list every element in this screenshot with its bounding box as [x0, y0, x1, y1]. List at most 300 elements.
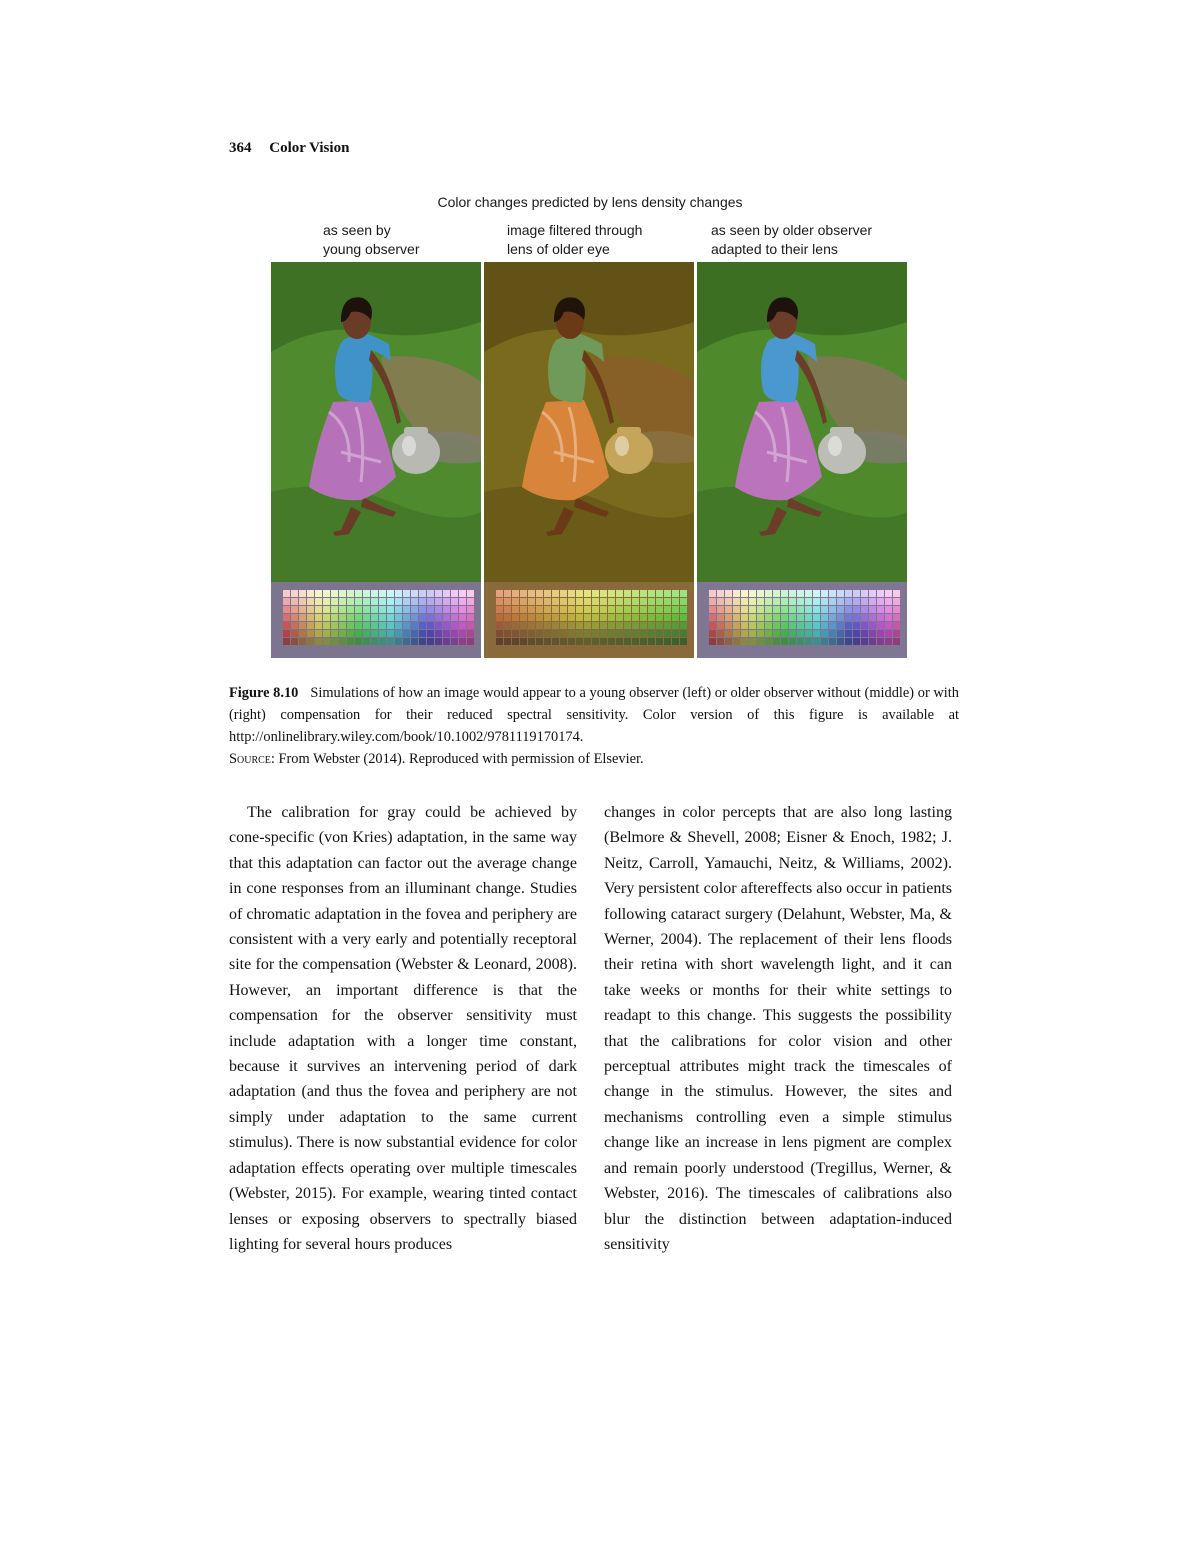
body-paragraph-continued: changes in color percepts that are also long lasting (Belmore & Shevell, 2008; Eisner & Enoch, 1982; J. Neitz, Carroll, Yamauchi, Neitz, & Williams, 2002). Very persistent color aftereffects also occur in patients following cataract surgery (Delahunt, Webster, Ma, & Werner, 2004). The replacement of their lens floods their retina with short wavelength light, and it can take weeks or months for their white settings to readapt to this change. This suggests the possibility that the calibrations for color vision and other perceptual attributes might track the timescales of change in the stimulus. However, the sites and mechanisms controlling even a simple stimulus change like an increase in lens pigment are complex and remain poorly understood (Tregillus, Werner, & Webster, 2016). The timescales of calibrations also blur the distinction between adaptation-induced sensitivity	[604, 804, 952, 1253]
color-chart-swatch	[307, 622, 314, 629]
color-chart-swatch	[299, 606, 306, 613]
color-chart-swatch	[528, 622, 535, 629]
color-chart-swatch	[467, 606, 474, 613]
color-chart-swatch	[797, 630, 804, 637]
color-chart-swatch	[315, 606, 322, 613]
color-chart-swatch	[789, 598, 796, 605]
color-chart-swatch	[299, 590, 306, 597]
color-chart-swatch	[885, 606, 892, 613]
color-chart-swatch	[829, 638, 836, 645]
color-chart-swatch	[331, 598, 338, 605]
color-chart-swatch	[355, 614, 362, 621]
color-chart-swatch	[443, 630, 450, 637]
color-chart-swatch	[821, 622, 828, 629]
color-chart-swatch	[797, 590, 804, 597]
color-chart-swatch	[283, 638, 290, 645]
color-chart-swatch	[512, 606, 519, 613]
color-chart-swatch	[765, 622, 772, 629]
color-chart-swatch	[355, 630, 362, 637]
color-chart-swatch	[363, 606, 370, 613]
color-chart-swatch	[845, 614, 852, 621]
color-chart-swatch	[435, 598, 442, 605]
color-chart-swatch	[560, 598, 567, 605]
color-chart-swatch	[512, 614, 519, 621]
color-chart-swatch	[451, 622, 458, 629]
color-chart-swatch	[584, 638, 591, 645]
color-chart-swatch	[877, 606, 884, 613]
color-chart-swatch	[885, 630, 892, 637]
color-chart-swatch	[512, 638, 519, 645]
color-chart-swatch	[717, 630, 724, 637]
color-chart-swatch	[528, 598, 535, 605]
color-chart-swatch	[496, 598, 503, 605]
color-chart-swatch	[757, 590, 764, 597]
color-chart-swatch	[765, 638, 772, 645]
color-chart-swatch	[877, 590, 884, 597]
color-chart-swatch	[680, 638, 687, 645]
color-chart-swatch	[355, 598, 362, 605]
color-chart-swatch	[680, 606, 687, 613]
color-chart-swatch	[861, 598, 868, 605]
color-chart-swatch	[632, 638, 639, 645]
photo-image	[697, 262, 907, 658]
color-chart-swatch	[459, 614, 466, 621]
color-chart-swatch	[725, 590, 732, 597]
color-chart-swatch	[528, 590, 535, 597]
color-chart-swatch	[467, 630, 474, 637]
color-chart-swatch	[331, 614, 338, 621]
color-chart-swatch	[427, 606, 434, 613]
color-chart-swatch	[781, 622, 788, 629]
source-label: Source:	[229, 751, 275, 767]
color-chart-swatch	[411, 598, 418, 605]
color-chart-swatch	[568, 630, 575, 637]
color-chart-swatch	[347, 622, 354, 629]
color-chart-swatch	[496, 590, 503, 597]
color-chart-swatch	[845, 630, 852, 637]
color-chart-swatch	[387, 606, 394, 613]
color-chart-swatch	[741, 630, 748, 637]
color-chart-swatch	[315, 622, 322, 629]
color-chart-swatch	[427, 638, 434, 645]
color-chart-swatch	[379, 622, 386, 629]
color-chart-swatch	[576, 638, 583, 645]
color-chart-swatch	[749, 630, 756, 637]
color-chart-swatch	[363, 630, 370, 637]
color-chart-swatch	[323, 622, 330, 629]
water-pot	[605, 430, 653, 474]
color-chart-swatch	[781, 630, 788, 637]
color-chart-swatch	[877, 622, 884, 629]
color-chart-swatch	[656, 622, 663, 629]
color-chart-swatch	[504, 590, 511, 597]
color-chart-swatch	[560, 630, 567, 637]
color-chart-swatch	[656, 590, 663, 597]
color-chart-swatch	[339, 606, 346, 613]
color-chart-swatch	[757, 630, 764, 637]
color-chart-swatch	[765, 590, 772, 597]
color-chart-swatch	[797, 622, 804, 629]
color-chart-swatch	[837, 614, 844, 621]
color-chart-swatch	[355, 590, 362, 597]
color-chart-swatch	[869, 614, 876, 621]
color-chart-swatch	[893, 614, 900, 621]
color-chart-swatch	[568, 598, 575, 605]
color-chart-swatch	[443, 638, 450, 645]
color-chart-swatch	[403, 590, 410, 597]
color-chart-swatch	[467, 590, 474, 597]
color-chart-swatch	[749, 638, 756, 645]
color-chart-swatch	[411, 606, 418, 613]
color-chart-swatch	[656, 638, 663, 645]
color-chart-swatch	[672, 622, 679, 629]
color-chart-swatch	[789, 590, 796, 597]
color-chart-swatch	[640, 622, 647, 629]
color-chart-swatch	[307, 606, 314, 613]
color-chart-swatch	[813, 638, 820, 645]
color-chart-swatch	[403, 622, 410, 629]
color-chart-swatch	[411, 630, 418, 637]
color-chart-swatch	[717, 622, 724, 629]
color-chart-swatch	[773, 590, 780, 597]
color-chart-swatch	[624, 638, 631, 645]
color-chart-swatch	[584, 590, 591, 597]
color-chart-swatch	[395, 598, 402, 605]
color-chart-swatch	[893, 590, 900, 597]
color-chart-swatch	[576, 614, 583, 621]
color-chart-swatch	[845, 598, 852, 605]
color-chart-swatch	[411, 638, 418, 645]
color-chart-swatch	[624, 590, 631, 597]
color-chart-swatch	[672, 598, 679, 605]
color-chart-swatch	[709, 638, 716, 645]
color-chart-swatch	[528, 614, 535, 621]
color-chart-swatch	[648, 606, 655, 613]
color-chart-swatch	[403, 606, 410, 613]
color-chart-swatch	[821, 606, 828, 613]
color-chart-swatch	[379, 614, 386, 621]
color-chart-swatch	[869, 598, 876, 605]
color-chart-swatch	[837, 606, 844, 613]
color-chart-swatch	[717, 598, 724, 605]
color-chart-swatch	[419, 598, 426, 605]
color-chart-swatch	[765, 614, 772, 621]
color-chart-swatch	[709, 598, 716, 605]
color-chart-swatch	[845, 638, 852, 645]
color-chart-swatch	[576, 622, 583, 629]
color-chart-swatch	[544, 630, 551, 637]
color-chart-swatch	[608, 630, 615, 637]
photo-panel-adapted	[697, 262, 907, 658]
color-chart-swatch	[877, 630, 884, 637]
color-chart-swatch	[520, 606, 527, 613]
color-chart-swatch	[749, 590, 756, 597]
color-chart-swatch	[299, 630, 306, 637]
color-chart-swatch	[624, 622, 631, 629]
color-chart-swatch	[733, 622, 740, 629]
color-chart-swatch	[805, 630, 812, 637]
color-chart-swatch	[664, 598, 671, 605]
color-chart-swatch	[451, 606, 458, 613]
color-chart-swatch	[648, 598, 655, 605]
color-chart-swatch	[877, 638, 884, 645]
color-chart-swatch	[861, 630, 868, 637]
panel-label-young: as seen by young observer	[323, 222, 420, 257]
color-chart-swatch	[584, 622, 591, 629]
color-chart-swatch	[616, 630, 623, 637]
color-chart-swatch	[640, 606, 647, 613]
color-chart-swatch	[395, 622, 402, 629]
color-chart-swatch	[568, 622, 575, 629]
color-chart-swatch	[773, 614, 780, 621]
color-chart-swatch	[805, 614, 812, 621]
color-chart-swatch	[459, 622, 466, 629]
color-chart-swatch	[600, 606, 607, 613]
color-chart-swatch	[781, 598, 788, 605]
color-chart-swatch	[608, 606, 615, 613]
color-chart-swatch	[387, 630, 394, 637]
color-chart-swatch	[829, 622, 836, 629]
color-chart-swatch	[781, 638, 788, 645]
color-chart-swatch	[427, 598, 434, 605]
color-chart-swatch	[853, 614, 860, 621]
color-chart-swatch	[789, 630, 796, 637]
color-chart-swatch	[600, 598, 607, 605]
color-chart-swatch	[323, 590, 330, 597]
color-chart-swatch	[347, 614, 354, 621]
color-chart-swatch	[323, 638, 330, 645]
color-chart-swatch	[504, 606, 511, 613]
color-chart-swatch	[331, 622, 338, 629]
color-chart-swatch	[467, 598, 474, 605]
color-chart-swatch	[528, 606, 535, 613]
color-chart-swatch	[608, 614, 615, 621]
color-chart-swatch	[435, 590, 442, 597]
color-chart-swatch	[576, 630, 583, 637]
color-chart-swatch	[291, 590, 298, 597]
photo-panel-filtered	[484, 262, 694, 658]
color-chart-swatch	[443, 606, 450, 613]
color-chart-swatch	[536, 590, 543, 597]
color-chart-swatch	[331, 590, 338, 597]
color-chart-swatch	[307, 590, 314, 597]
water-pot	[818, 430, 866, 474]
color-chart-swatch	[395, 614, 402, 621]
color-chart-swatch	[544, 598, 551, 605]
color-chart-swatch	[648, 590, 655, 597]
color-chart-swatch	[733, 614, 740, 621]
color-chart-swatch	[387, 614, 394, 621]
color-chart-swatch	[797, 598, 804, 605]
color-chart-swatch	[496, 630, 503, 637]
color-chart-swatch	[592, 606, 599, 613]
color-chart-swatch	[291, 622, 298, 629]
color-chart-swatch	[459, 638, 466, 645]
color-chart-swatch	[853, 638, 860, 645]
color-chart-swatch	[893, 606, 900, 613]
color-chart-swatch	[568, 590, 575, 597]
color-chart-swatch	[853, 622, 860, 629]
color-chart-swatch	[624, 630, 631, 637]
color-chart-swatch	[600, 630, 607, 637]
color-chart-swatch	[379, 590, 386, 597]
color-chart-swatch	[451, 614, 458, 621]
color-chart-swatch	[371, 598, 378, 605]
color-chart-swatch	[331, 630, 338, 637]
color-chart-swatch	[520, 622, 527, 629]
color-chart-swatch	[411, 590, 418, 597]
color-chart-swatch	[837, 630, 844, 637]
color-chart-swatch	[459, 630, 466, 637]
pot-rim	[830, 427, 854, 435]
color-chart-swatch	[467, 638, 474, 645]
color-chart-swatch	[749, 598, 756, 605]
color-chart-swatch	[765, 630, 772, 637]
color-chart-swatch	[528, 630, 535, 637]
color-chart-swatch	[419, 630, 426, 637]
color-chart-swatch	[347, 598, 354, 605]
color-chart-swatch	[496, 638, 503, 645]
color-chart-swatch	[323, 614, 330, 621]
source-text: From Webster (2014). Reproduced with permission of Elsevier.	[278, 751, 644, 767]
color-chart-swatch	[717, 606, 724, 613]
color-chart-swatch	[315, 614, 322, 621]
color-chart-swatch	[757, 614, 764, 621]
color-chart-swatch	[552, 638, 559, 645]
color-chart-swatch	[552, 614, 559, 621]
color-chart-swatch	[648, 622, 655, 629]
color-chart-swatch	[443, 598, 450, 605]
color-chart-swatch	[504, 598, 511, 605]
color-chart-swatch	[672, 606, 679, 613]
color-chart-swatch	[323, 606, 330, 613]
color-chart-swatch	[709, 606, 716, 613]
color-chart-swatch	[371, 614, 378, 621]
color-chart-swatch	[387, 598, 394, 605]
color-chart-swatch	[885, 598, 892, 605]
color-chart-swatch	[709, 614, 716, 621]
color-chart-swatch	[845, 606, 852, 613]
color-chart-swatch	[552, 598, 559, 605]
chapter-title: Color Vision	[269, 140, 350, 156]
color-chart-swatch	[680, 630, 687, 637]
color-chart-swatch	[395, 590, 402, 597]
color-chart-swatch	[496, 622, 503, 629]
color-chart-swatch	[648, 638, 655, 645]
body-column-right	[604, 800, 952, 1257]
color-chart-swatch	[648, 614, 655, 621]
color-chart-swatch	[592, 598, 599, 605]
color-chart-swatch	[741, 590, 748, 597]
color-chart-swatch	[419, 590, 426, 597]
color-chart-swatch	[379, 638, 386, 645]
color-chart-swatch	[363, 598, 370, 605]
color-chart-swatch	[544, 590, 551, 597]
photo-image	[271, 262, 481, 658]
color-chart-swatch	[435, 614, 442, 621]
color-chart-swatch	[347, 630, 354, 637]
color-chart-swatch	[299, 622, 306, 629]
color-chart-swatch	[749, 614, 756, 621]
color-chart-swatch	[283, 630, 290, 637]
color-chart-swatch	[512, 622, 519, 629]
color-chart-swatch	[789, 614, 796, 621]
color-chart-swatch	[560, 606, 567, 613]
color-chart-swatch	[427, 614, 434, 621]
color-chart-swatch	[592, 614, 599, 621]
color-chart-swatch	[371, 590, 378, 597]
color-chart-swatch	[885, 590, 892, 597]
page-number: 364	[229, 140, 252, 156]
pot-rim	[404, 427, 428, 435]
color-chart-swatch	[451, 598, 458, 605]
color-chart-swatch	[387, 638, 394, 645]
color-chart-swatch	[829, 630, 836, 637]
color-chart-swatch	[371, 630, 378, 637]
color-chart-swatch	[640, 614, 647, 621]
color-chart-swatch	[427, 630, 434, 637]
color-chart-swatch	[419, 638, 426, 645]
color-chart-swatch	[733, 598, 740, 605]
color-chart-swatch	[592, 630, 599, 637]
color-chart-swatch	[853, 590, 860, 597]
color-chart-swatch	[680, 590, 687, 597]
color-chart-swatch	[544, 614, 551, 621]
color-chart-swatch	[749, 606, 756, 613]
color-chart-swatch	[283, 606, 290, 613]
color-chart-swatch	[733, 630, 740, 637]
color-chart-swatch	[829, 590, 836, 597]
color-chart-swatch	[632, 614, 639, 621]
color-chart-swatch	[725, 622, 732, 629]
color-chart-swatch	[773, 598, 780, 605]
panel-label-filtered: image filtered through lens of older eye	[507, 222, 643, 257]
color-chart-swatch	[291, 598, 298, 605]
color-chart-swatch	[893, 630, 900, 637]
color-chart-swatch	[837, 598, 844, 605]
color-chart-swatch	[757, 622, 764, 629]
color-chart-swatch	[355, 606, 362, 613]
color-chart-swatch	[733, 590, 740, 597]
color-chart-swatch	[536, 622, 543, 629]
color-chart-swatch	[709, 590, 716, 597]
figure-title: Color changes predicted by lens density changes	[437, 194, 743, 210]
color-chart-swatch	[283, 598, 290, 605]
color-chart-swatch	[608, 590, 615, 597]
color-chart-swatch	[387, 622, 394, 629]
color-chart-swatch	[725, 638, 732, 645]
color-chart-swatch	[616, 606, 623, 613]
color-chart-swatch	[813, 598, 820, 605]
color-chart-swatch	[680, 614, 687, 621]
color-chart-swatch	[291, 638, 298, 645]
color-chart-swatch	[584, 606, 591, 613]
body-paragraph: The calibration for gray could be achieved by cone-specific (von Kries) adaptation, in the same way that this adaptation can factor out the average change in cone responses from an illuminant change. Studies of chromatic adaptation in the fovea and periphery are consistent with a very early and potentially receptoral site for the compensation (Webster & Leonard, 2008). However, an important difference is that the compensation for the observer sensitivity must include adaptation with a longer time constant, because it survives an intervening period of dark adaptation (and thus the fovea and periphery are not simply under adaptation to the same current stimulus). There is now substantial evidence for color adaptation effects operating over multiple timescales (Webster, 2015). For example, wearing tinted contact lenses or exposing observers to spectrally biased lighting for several hours produces	[229, 804, 577, 1253]
color-chart-swatch	[339, 630, 346, 637]
color-chart-swatch	[805, 622, 812, 629]
color-chart-swatch	[869, 606, 876, 613]
color-chart-swatch	[323, 598, 330, 605]
color-chart-swatch	[403, 598, 410, 605]
color-chart-swatch	[339, 614, 346, 621]
color-chart-swatch	[411, 614, 418, 621]
color-chart-swatch	[536, 630, 543, 637]
figure-caption	[229, 682, 959, 770]
color-chart-swatch	[411, 622, 418, 629]
color-chart-swatch	[379, 598, 386, 605]
color-chart-swatch	[600, 622, 607, 629]
color-chart-swatch	[435, 638, 442, 645]
